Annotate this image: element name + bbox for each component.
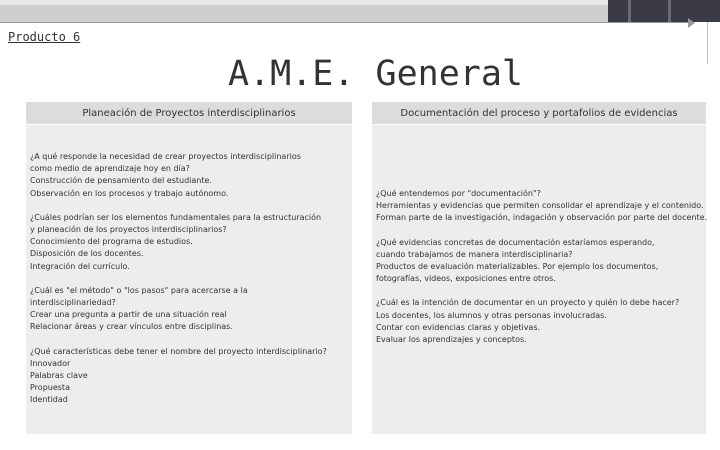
top-bar-gray-strip xyxy=(0,5,608,22)
column-body-planning xyxy=(26,125,352,434)
text-line: como medio de aprendizaje hoy en día? xyxy=(30,164,190,174)
header-vertical-line xyxy=(707,22,708,64)
text-line: ¿Qué características debe tener el nombre del proyecto interdisciplinario? xyxy=(30,346,327,356)
text-line: Integración del currículo. xyxy=(30,261,130,271)
text-line: Productos de evaluación materializables. Por ejemplo los documentos, xyxy=(376,262,659,272)
text-line: Crear una pregunta a partir de una situación real xyxy=(30,310,227,320)
text-line: Propuesta xyxy=(30,383,70,393)
text-line: Contar con evidencias claras y objetivas. xyxy=(376,322,541,332)
text-line: Forman parte de la investigación, indagación y observación por parte del docente. xyxy=(376,213,708,223)
text-line: Relacionar áreas y crear vínculos entre disciplinas. xyxy=(30,322,233,332)
column-header-planning: Planeación de Proyectos interdisciplinarios xyxy=(26,102,352,125)
text-line: cuando trabajamos de manera interdisciplinaria? xyxy=(376,249,573,259)
text-line: fotografías, videos, exposiciones entre otros. xyxy=(376,274,556,284)
text-line: Disposición de los docentes. xyxy=(30,249,144,259)
top-decorative-bar xyxy=(0,0,720,22)
column-header-documentation: Documentación del proceso y portafolios de evidencias xyxy=(372,102,706,125)
top-bar-divider xyxy=(628,0,631,22)
top-bar-dark-block xyxy=(608,0,720,22)
top-bar-divider xyxy=(668,0,671,22)
page-title: A.M.E. General xyxy=(228,54,524,94)
column-body-documentation xyxy=(372,125,706,434)
text-line: Identidad xyxy=(30,395,68,405)
text-line: Palabras clave xyxy=(30,371,88,381)
text-line: ¿Qué entendemos por "documentación"? xyxy=(376,189,541,198)
text-line: ¿A qué responde la necesidad de crear proyectos interdisciplinarios xyxy=(30,152,301,161)
text-line: Herramientas y evidencias que permiten consolidar el aprendizaje y el contenido. xyxy=(376,201,704,211)
text-line: ¿Cuáles podrían ser los elementos fundamentales para la estructuración xyxy=(30,212,322,222)
text-line: interdisciplinariedad? xyxy=(30,298,116,308)
text-line: ¿Cuál es la intención de documentar en un proyecto y quién lo debe hacer? xyxy=(376,298,680,308)
text-line: y planeación de los proyectos interdisciplinarios? xyxy=(30,225,227,235)
text-line: Evaluar los aprendizajes y conceptos. xyxy=(376,335,527,345)
text-line: ¿Cuál es "el método" o "los pasos" para acercarse a la xyxy=(30,285,248,295)
text-line: Observación en los procesos y trabajo autónomo. xyxy=(30,188,229,198)
column-documentation xyxy=(372,102,706,434)
column-planning xyxy=(26,102,352,434)
text-line: Los docentes, los alumnos y otras personas involucradas. xyxy=(376,310,607,320)
planning-text xyxy=(30,151,350,407)
text-line: ¿Qué evidencias concretas de documentación estaríamos esperando, xyxy=(376,237,655,247)
header-rule xyxy=(0,22,690,23)
arrow-right-icon xyxy=(688,18,695,28)
text-line: Conocimiento del programa de estudios. xyxy=(30,237,193,247)
documentation-text xyxy=(376,188,708,346)
text-line: Innovador xyxy=(30,358,71,368)
product-label: Producto 6 xyxy=(8,30,81,44)
text-line: Construcción de pensamiento del estudiante. xyxy=(30,176,212,186)
content-table xyxy=(26,102,706,434)
